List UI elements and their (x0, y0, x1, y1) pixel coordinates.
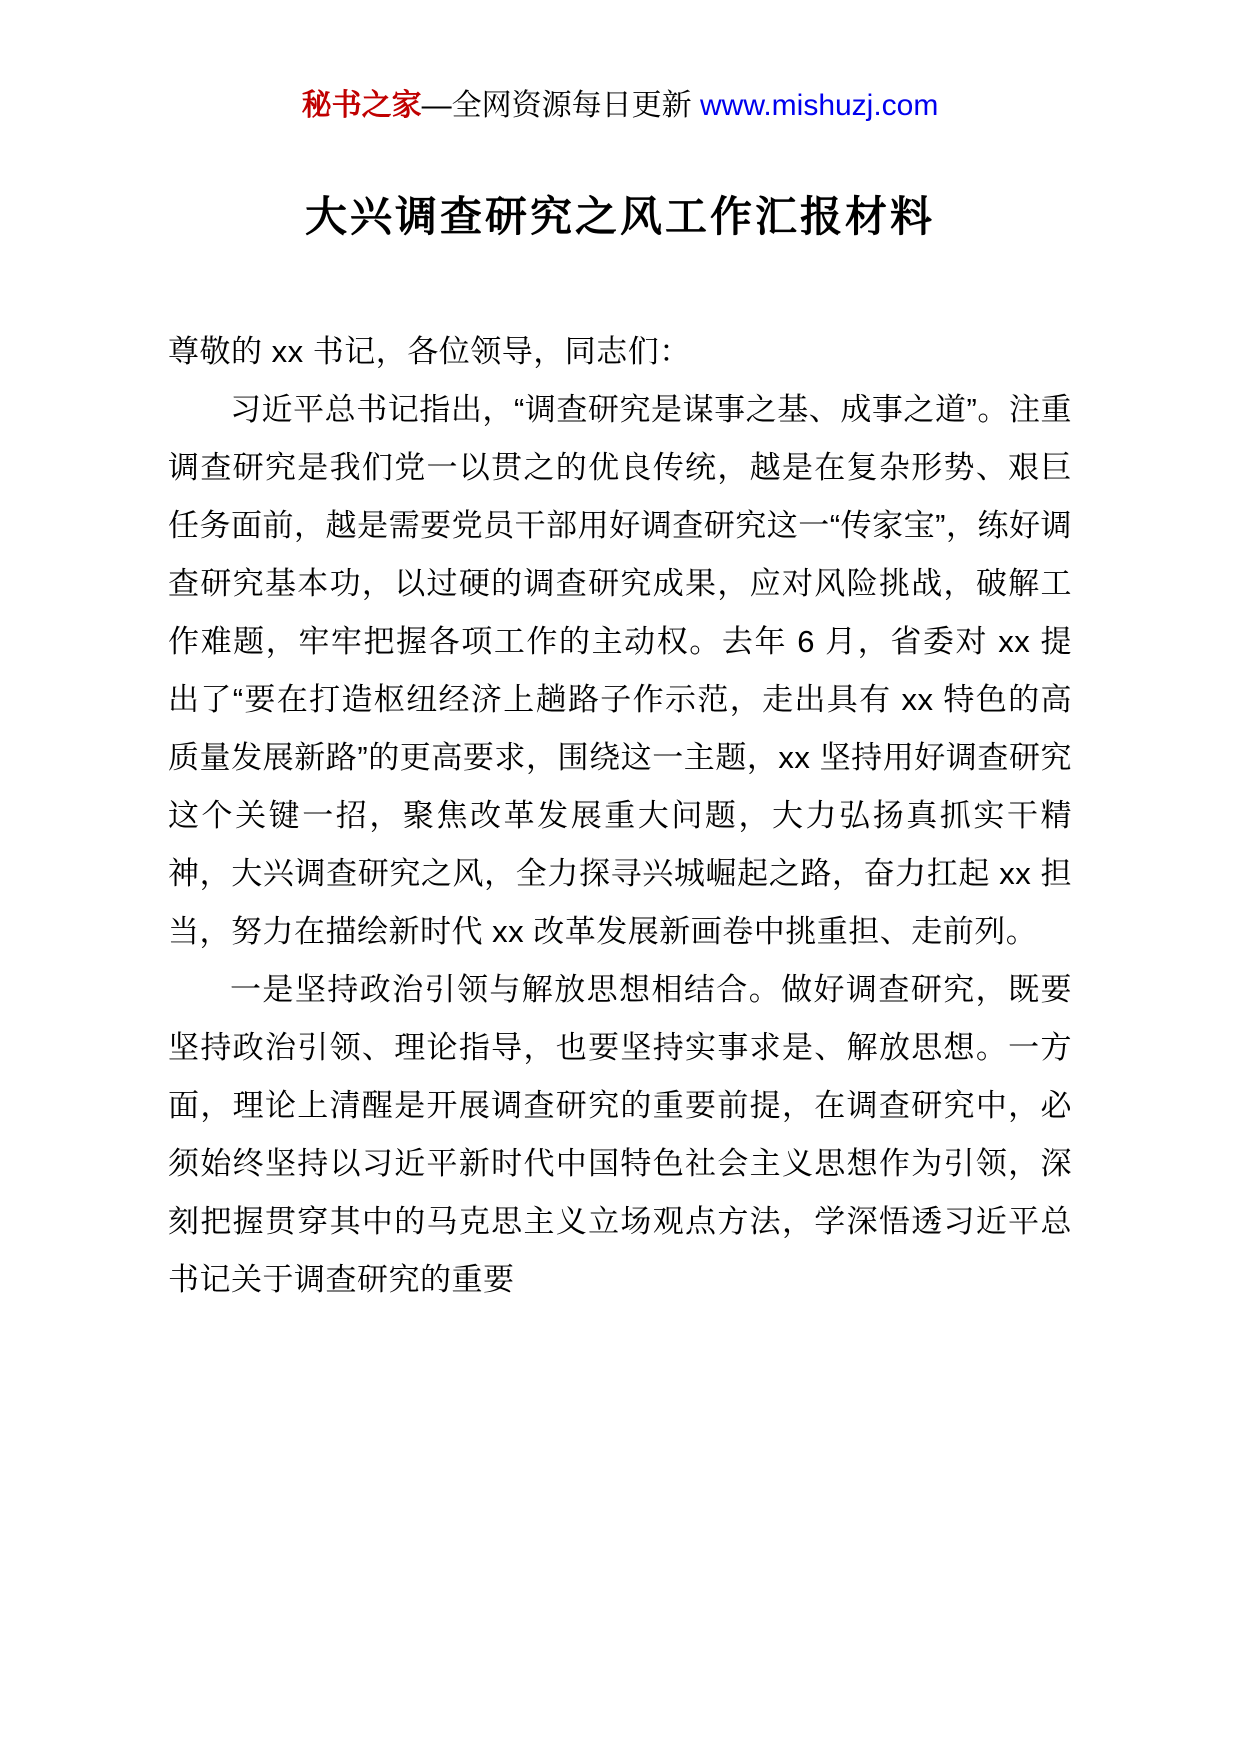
document-title: 大兴调查研究之风工作汇报材料 (304, 193, 935, 240)
site-url-link[interactable]: www.mishuzj.com (699, 89, 939, 122)
salutation-line: 尊敬的 xx 书记，各位领导，同志们： (168, 333, 691, 369)
body-paragraph-1: 习近平总书记指出，“调查研究是谋事之基、成事之道”。注重调查研究是我们党一以贯之的优良传统，越是在复杂形势、艰巨任务面前，越是需要党员干部用好调查研究这一“传家宝”，练好调查研究基本功，以过硬的调查研究成果，应对风险挑战，破解工作难题，牢牢把握各项工作的主动权。去年 6 月，省委对 xx 提出了“要在打造枢纽经济上趟路子作示范，走出具有 xx 特色的高质量发展新路”的更高要求，围绕这一主题，xx 坚持用好调查研究这个关键一招，聚焦改革发展重大问题，大力弘扬真抓实干精神，大兴调查研究之风，全力探寻兴城崛起之路，奋力扛起 xx 担当，努力在描绘新时代 xx 改革发展新画卷中挑重担、走前列。 (168, 391, 1072, 949)
site-tagline: —全网资源每日更新 (421, 89, 700, 122)
site-brand: 秘书之家 (301, 89, 422, 122)
body-paragraph-2: 一是坚持政治引领与解放思想相结合。做好调查研究，既要坚持政治引领、理论指导，也要坚持实事求是、解放思想。一方面，理论上清醒是开展调查研究的重要前提，在调查研究中，必须始终坚持以习近平新时代中国特色社会主义思想作为引领，深刻把握贯穿其中的马克思主义立场观点方法，学深悟透习近平总书记关于调查研究的重要 (168, 971, 1072, 1297)
site-header (168, 86, 1072, 126)
